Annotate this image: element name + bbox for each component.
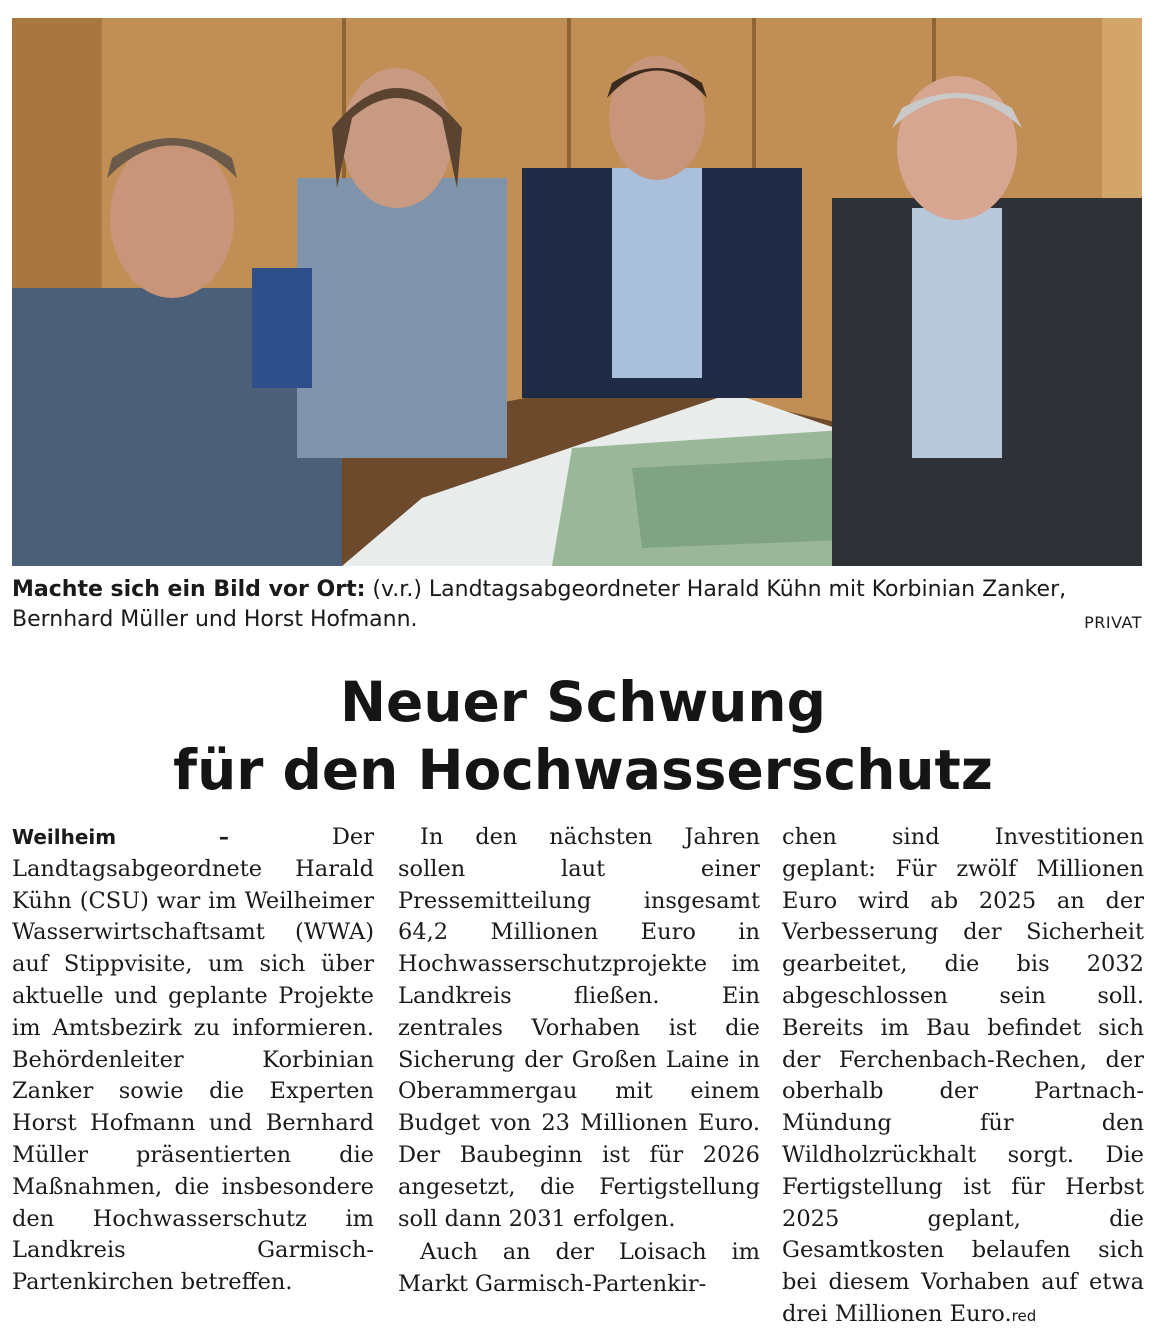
caption-text: (v.r.) Landtagsabgeordneter Harald Kühn mit Korbinian Zanker, Bernhard Müller und Horst Hofmann.	[12, 577, 1067, 632]
headline-line-2: für den Hochwasserschutz	[173, 738, 993, 802]
paragraph-3-end-text: chen sind Investitionen geplant: Für zwölf Millionen Euro wird ab 2025 an der Verbesserung der Sicherheit gearbeitet, die bis 2032 abgeschlossen sein soll. Bereits im Bau befindet sich der Ferchenbach-Rechen, der oberhalb der Partnach-Mündung für den Wildholzrückhalt sorgt. Die Fertigstellung ist für Herbst 2025 geplant, die Gesamtkosten belaufen sich bei diesem Vorhaben auf etwa drei Millionen Euro.	[782, 824, 1144, 1327]
paragraph-3-start: Auch an der Loisach im Markt Garmisch-Partenkir-	[398, 1239, 760, 1298]
photo-caption	[12, 575, 1142, 635]
dateline: Weilheim –	[12, 825, 229, 849]
paragraph-2: In den nächsten Jahren sollen laut einer Pressemitteilung insgesamt 64,2 Millionen Euro in Hochwasserschutzprojekte im Landkreis fließen. Ein zentrales Vorhaben ist die Sicherung der Großen Laine in Oberammergau mit einem Budget von 23 Millionen Euro. Der Baubeginn ist für 2026 angesetzt, die Fertigstellung soll dann 2031 erfolgen.	[398, 824, 760, 1232]
paragraph-1	[12, 822, 374, 1299]
author-signature: red	[1011, 1306, 1037, 1325]
article-photo	[12, 18, 1142, 566]
photo-credit: PRIVAT	[1084, 613, 1142, 632]
paragraph-1-text: Der Landtagsabgeordnete Harald Kühn (CSU) war im Weilheimer Wasserwirtschaftsamt (WWA) auf Stippvisite, um sich über aktuelle und geplante Projekte im Amtsbezirk zu informieren. Behördenleiter Korbinian Zanker sowie die Experten Horst Hofmann und Bernhard Müller präsentierten die Maßnahmen, die insbesondere den Hochwasserschutz im Landkreis Garmisch-Partenkirchen betreffen.	[12, 824, 374, 1296]
photo-icon	[12, 18, 1142, 566]
article-column-1	[12, 822, 374, 1299]
paragraph-3-end	[782, 822, 1144, 1333]
article-column-3	[782, 822, 1144, 1333]
headline-line-1: Neuer Schwung	[340, 670, 826, 734]
headline	[0, 668, 1166, 804]
caption-lead: Machte sich ein Bild vor Ort:	[12, 577, 366, 602]
article-column-2	[398, 822, 760, 1301]
